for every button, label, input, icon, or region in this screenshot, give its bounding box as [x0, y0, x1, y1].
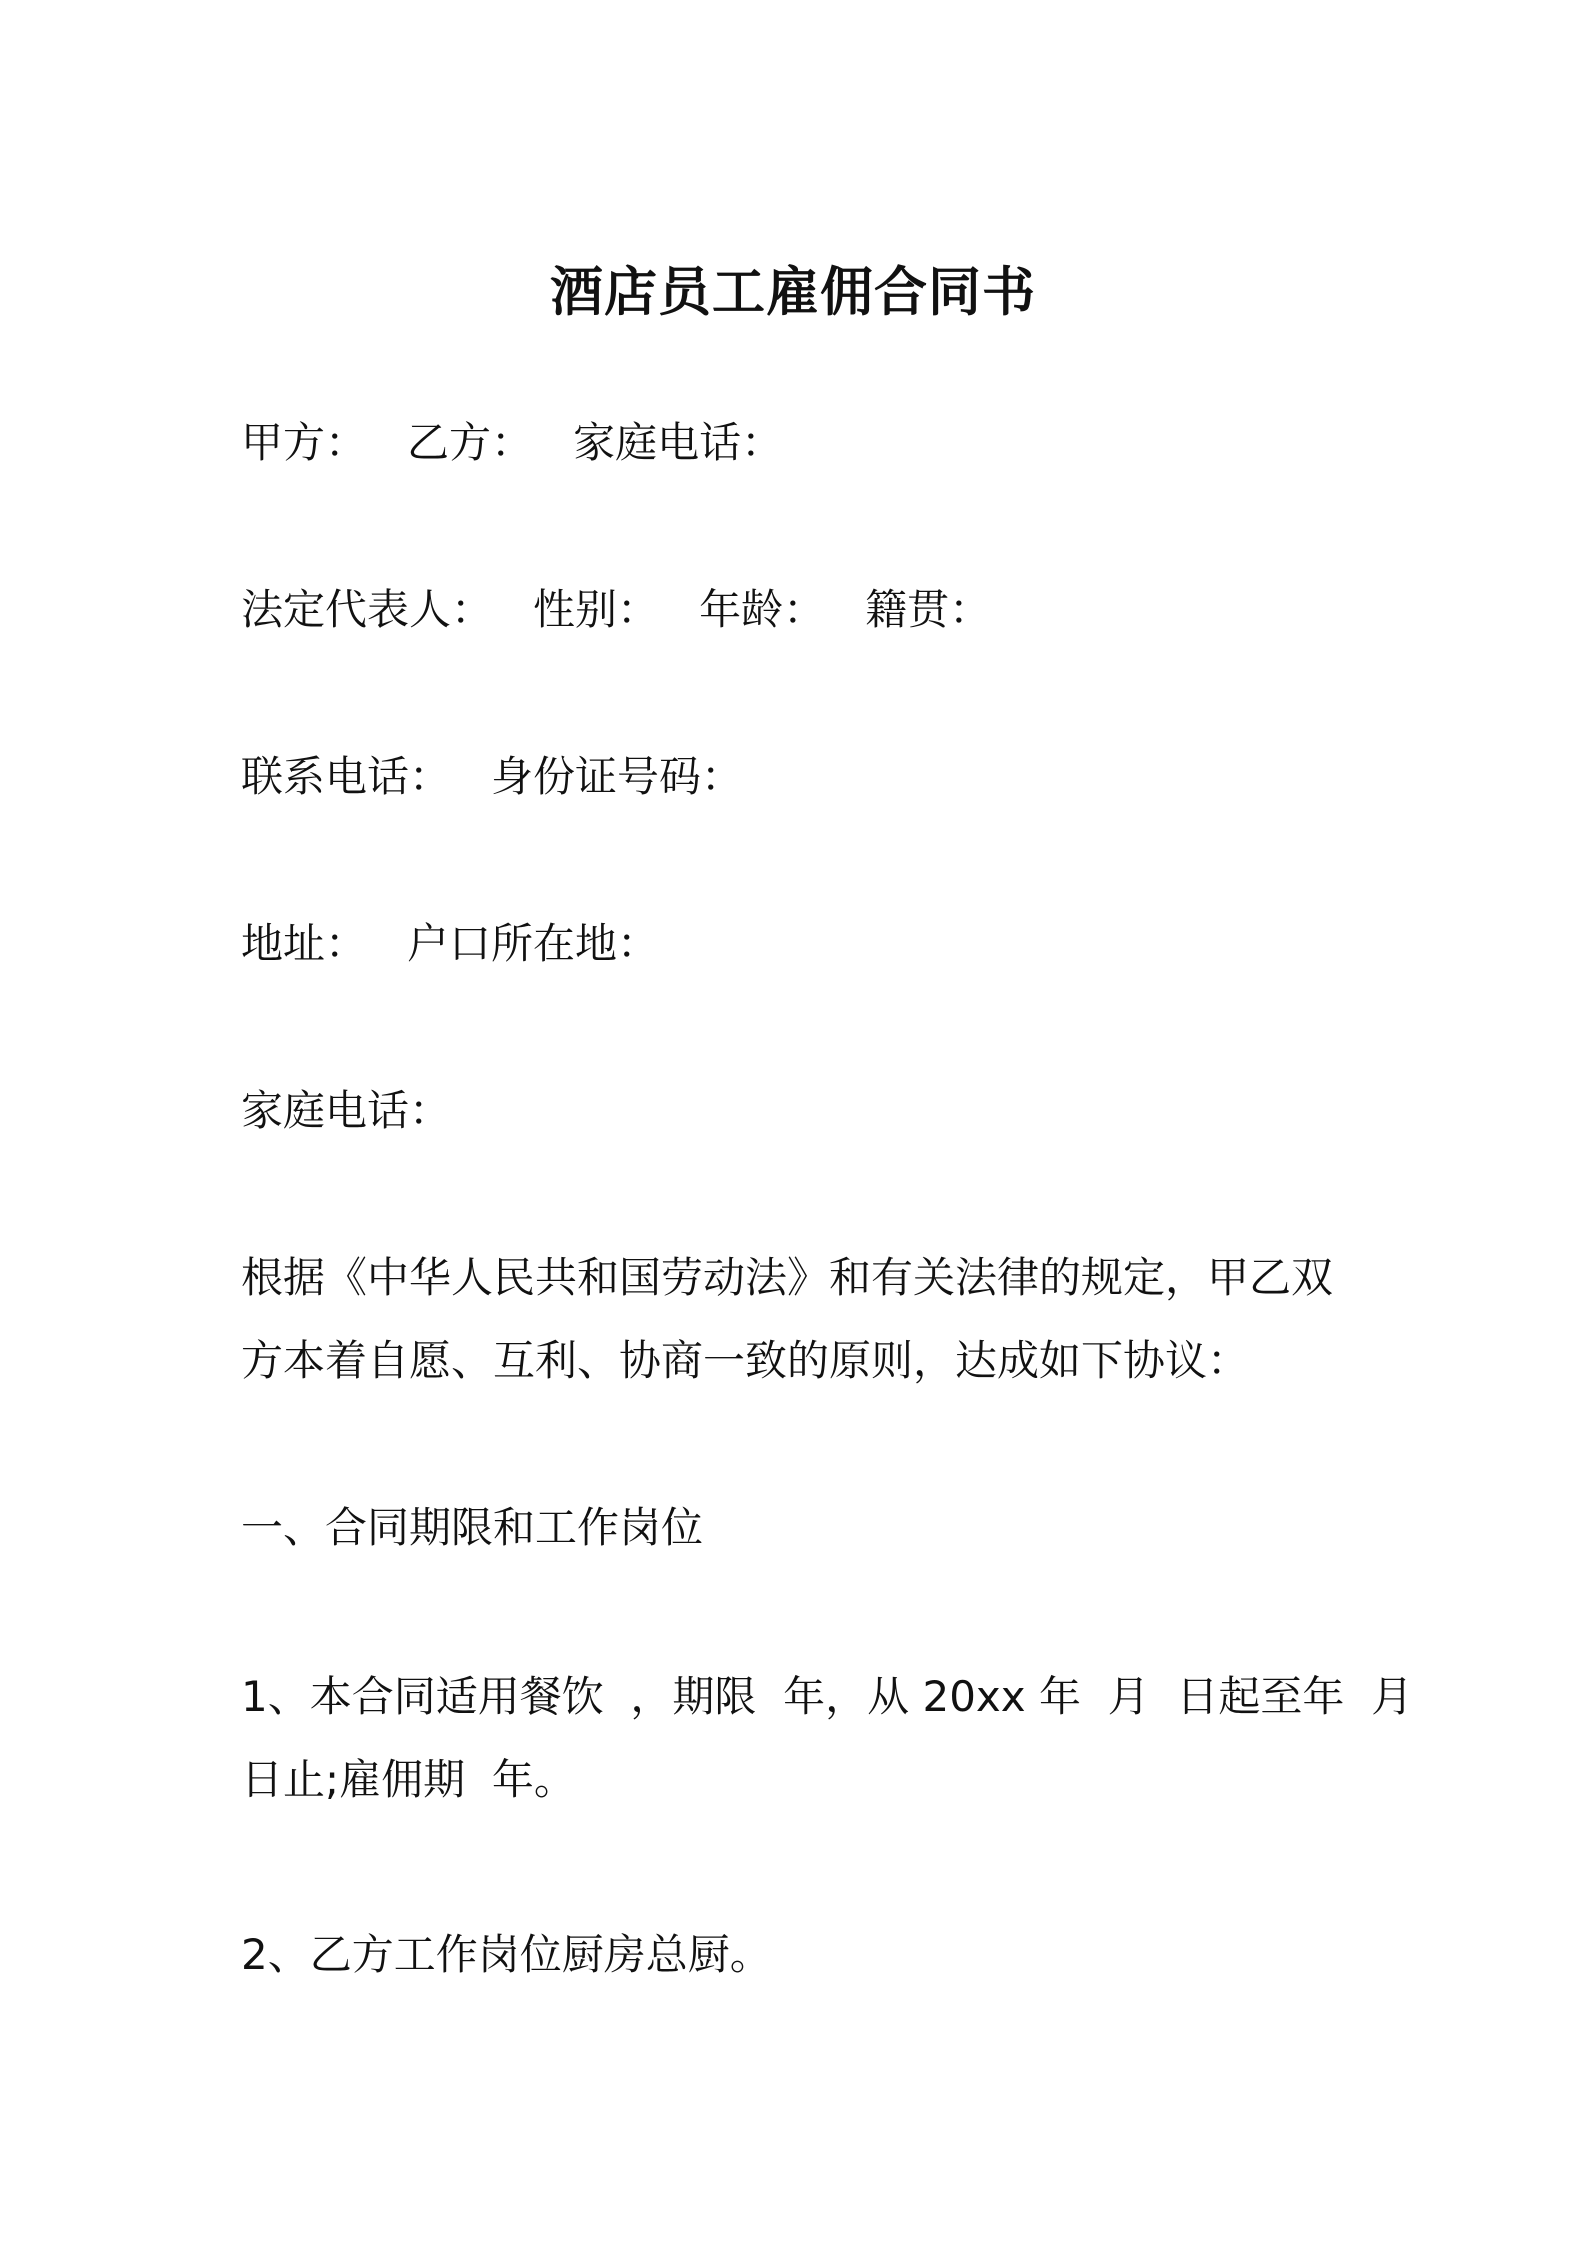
section-heading: 一、合同期限和工作岗位	[241, 1503, 704, 1552]
home-phone-line: 家庭电话：	[241, 1086, 452, 1135]
intro-paragraph	[241, 1236, 1361, 1402]
representative-info-line: 法定代表人： 性别： 年龄： 籍贯：	[241, 585, 992, 634]
contact-info-line: 联系电话： 身份证号码：	[241, 752, 744, 801]
address-info-line: 地址： 户口所在地：	[241, 919, 660, 968]
clause-2: 2、乙方工作岗位厨房总厨。	[241, 1930, 772, 1979]
intro-line-2: 方本着自愿、互利、协商一致的原则，达成如下协议：	[241, 1336, 1250, 1385]
clause-1-line-1: 1、本合同适用餐饮 ，期限 年，从 20xx 年 月 日起至年 月	[241, 1672, 1414, 1721]
clause-1-line-2: 日止;雇佣期 年。	[241, 1755, 576, 1804]
clause-1	[241, 1655, 1414, 1821]
party-info-line: 甲方： 乙方： 家庭电话：	[241, 418, 784, 467]
document-title: 酒店员工雇佣合同书	[550, 262, 1036, 323]
intro-line-1: 根据《中华人民共和国劳动法》和有关法律的规定，甲乙双	[241, 1253, 1334, 1302]
